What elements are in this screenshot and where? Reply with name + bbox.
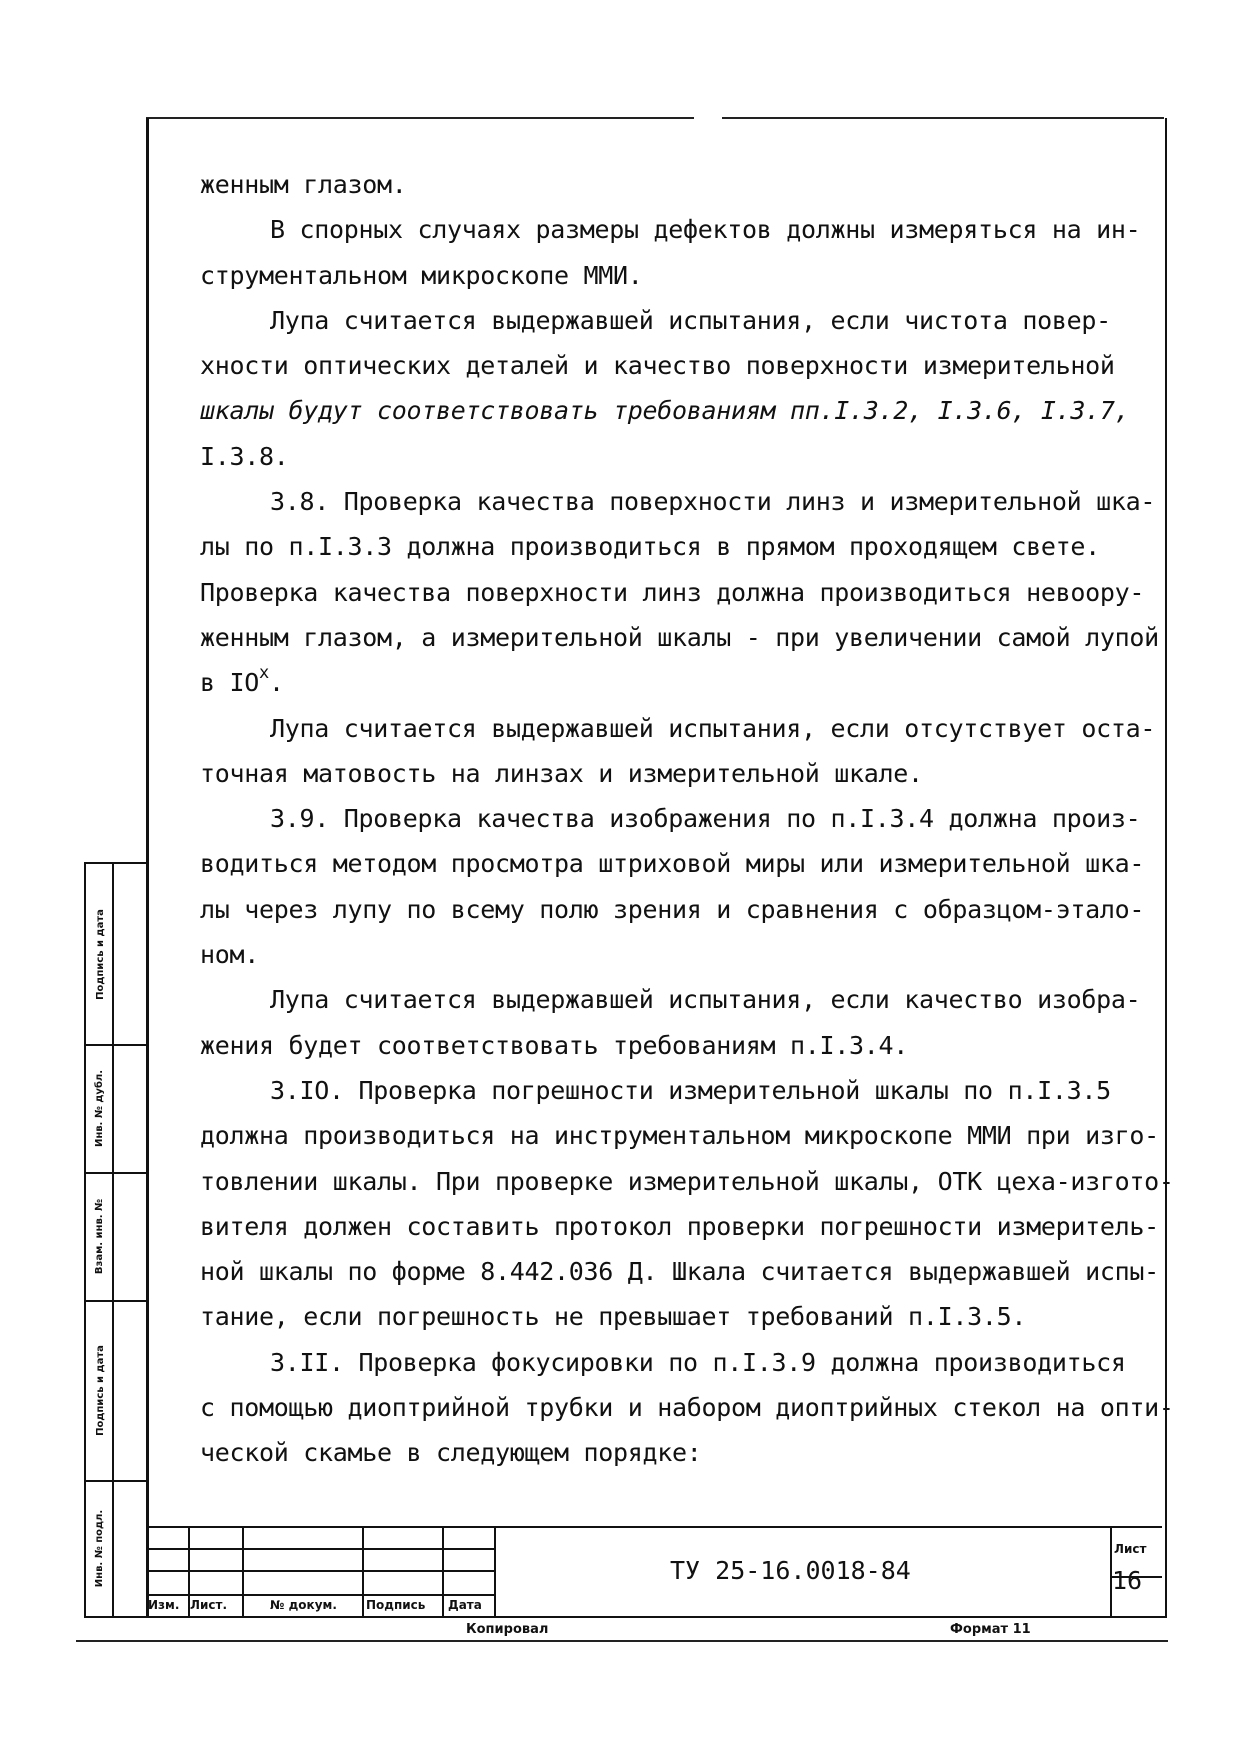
text-line-tail: . bbox=[268, 668, 284, 698]
text-line-content: I.3.8. bbox=[200, 441, 289, 471]
text-line bbox=[200, 932, 1120, 977]
text-line bbox=[200, 570, 1145, 615]
text-line bbox=[200, 1023, 1120, 1068]
text-line-content: 3.IO. Проверка погрешности измерительной шкалы по п.I.3.5 bbox=[270, 1075, 1111, 1105]
bottom-rule bbox=[76, 1640, 1168, 1642]
text-line bbox=[200, 660, 1120, 705]
text-line-content: В спорных случаях размеры дефектов должны измеряться на ин- bbox=[270, 215, 1141, 245]
text-line bbox=[200, 1430, 1120, 1475]
footer-format: Формат 11 bbox=[950, 1622, 1031, 1637]
text-line-content: хности оптических деталей и качество поверхности измерительной bbox=[200, 351, 1115, 381]
text-line bbox=[200, 207, 1141, 252]
text-line-content: шкалы будут соответствовать требованиям пп.I.3.2, I.3.6, I.3.7, bbox=[200, 396, 1130, 426]
document-code: ТУ 25-16.0018-84 bbox=[670, 1556, 911, 1585]
tb-line bbox=[146, 1526, 1162, 1528]
side-label-text: Инв. № подл. bbox=[94, 1509, 106, 1587]
text-line-content: ческой скамье в следующем порядке: bbox=[200, 1438, 702, 1468]
title-block bbox=[146, 1526, 1162, 1616]
text-line-content: водиться методом просмотра штриховой миры или измерительной шка- bbox=[200, 849, 1145, 879]
text-line-content: тание, если погрешность не превышает требований п.I.3.5. bbox=[200, 1302, 1027, 1332]
text-line-content: Лупа считается выдержавшей испытания, если качество изобра- bbox=[270, 985, 1141, 1015]
text-line-content: струментальном микроскопе ММИ. bbox=[200, 260, 643, 290]
text-line bbox=[200, 751, 1120, 796]
tb-line bbox=[442, 1526, 444, 1616]
tb-header-signature: Подпись bbox=[366, 1598, 426, 1612]
text-line bbox=[200, 1385, 1174, 1430]
document-body bbox=[200, 162, 1174, 1476]
text-line bbox=[200, 977, 1141, 1022]
text-line bbox=[200, 1068, 1120, 1113]
tb-header-date: Дата bbox=[448, 1598, 482, 1612]
text-line-content: точная матовость на линзах и измерительной шкале. bbox=[200, 758, 923, 788]
side-label-text: Подпись и дата bbox=[94, 908, 106, 1000]
tb-line bbox=[242, 1526, 244, 1616]
text-line bbox=[200, 1204, 1159, 1249]
text-line-content: женным глазом. bbox=[200, 170, 407, 199]
text-line bbox=[200, 1159, 1174, 1204]
side-label-text: Взам. инв. № bbox=[94, 1198, 106, 1274]
text-line bbox=[200, 796, 1141, 841]
text-line bbox=[200, 162, 1120, 207]
tb-line bbox=[362, 1526, 364, 1616]
side-stamp bbox=[84, 862, 148, 1618]
text-line bbox=[200, 841, 1145, 886]
tb-line bbox=[494, 1526, 496, 1616]
text-line-content: товлении шкалы. При проверке измерительной шкалы, ОТК цеха-изгото- bbox=[200, 1166, 1174, 1196]
text-line-content: должна производиться на инструментальном микроскопе ММИ при изго- bbox=[200, 1121, 1159, 1151]
text-line bbox=[200, 706, 1156, 751]
side-label-replace-inv bbox=[88, 1172, 112, 1300]
footer-copied: Копировал bbox=[466, 1622, 549, 1637]
text-line-content: женным глазом, а измерительной шкалы - при увеличении самой лупой bbox=[200, 622, 1159, 652]
tb-header-sheet: Лист. bbox=[190, 1598, 228, 1612]
text-line bbox=[200, 1340, 1126, 1385]
superscript: х bbox=[259, 662, 269, 683]
text-line-content: жения будет соответствовать требованиям п.I.3.4. bbox=[200, 1030, 909, 1060]
tb-header-doc-number: № докум. bbox=[270, 1598, 337, 1612]
text-line-content: Лупа считается выдержавшей испытания, если чистота повер- bbox=[270, 305, 1111, 335]
text-line bbox=[200, 388, 1130, 433]
text-line bbox=[200, 1294, 1120, 1339]
side-label-signature-date-2 bbox=[88, 1300, 112, 1480]
text-line-content: лы по п.I.3.3 должна производиться в прямом проходящем свете. bbox=[200, 532, 1100, 562]
text-line-content: ной шкалы по форме 8.442.036 Д. Шкала считается выдержавшей испы- bbox=[200, 1257, 1159, 1287]
sheet-label: Лист bbox=[1114, 1542, 1147, 1556]
text-line bbox=[200, 253, 1120, 298]
text-line bbox=[200, 343, 1120, 388]
side-label-original-inv bbox=[88, 1480, 112, 1616]
text-line-content: вителя должен составить протокол проверки погрешности измеритель- bbox=[200, 1211, 1159, 1241]
text-line bbox=[200, 1249, 1159, 1294]
text-line bbox=[200, 615, 1159, 660]
text-line bbox=[200, 1113, 1159, 1158]
text-line-content: ном. bbox=[200, 940, 260, 970]
text-line bbox=[200, 887, 1145, 932]
text-line bbox=[200, 298, 1120, 343]
text-line-content: в IO bbox=[200, 668, 260, 698]
tb-header-change: Изм. bbox=[148, 1598, 180, 1612]
side-label-signature-date-1 bbox=[88, 864, 112, 1044]
text-line-content: Лупа считается выдержавшей испытания, если отсутствует оста- bbox=[270, 713, 1156, 743]
text-line-content: 3.II. Проверка фокусировки по п.I.3.9 должна производиться bbox=[270, 1347, 1126, 1377]
text-line bbox=[200, 479, 1156, 524]
text-line bbox=[200, 524, 1120, 569]
text-line-content: с помощью диоптрийной трубки и набором диоптрийных стекол на опти- bbox=[200, 1393, 1174, 1423]
text-line-content: Проверка качества поверхности линз должна производиться невоору- bbox=[200, 577, 1145, 607]
side-label-duplicate-inv bbox=[88, 1044, 112, 1172]
text-line-content: 3.9. Проверка качества изображения по п.I.3.4 должна произ- bbox=[270, 804, 1141, 834]
side-label-text: Подпись и дата bbox=[94, 1344, 106, 1436]
text-line-content: лы через лупу по всему полю зрения и сравнения с образцом-этало- bbox=[200, 894, 1145, 924]
sheet-number: 16 bbox=[1112, 1566, 1143, 1595]
text-line-content: 3.8. Проверка качества поверхности линз и измерительной шка- bbox=[270, 487, 1156, 517]
text-line bbox=[200, 434, 1120, 479]
side-label-text: Инв. № дубл. bbox=[94, 1069, 106, 1147]
